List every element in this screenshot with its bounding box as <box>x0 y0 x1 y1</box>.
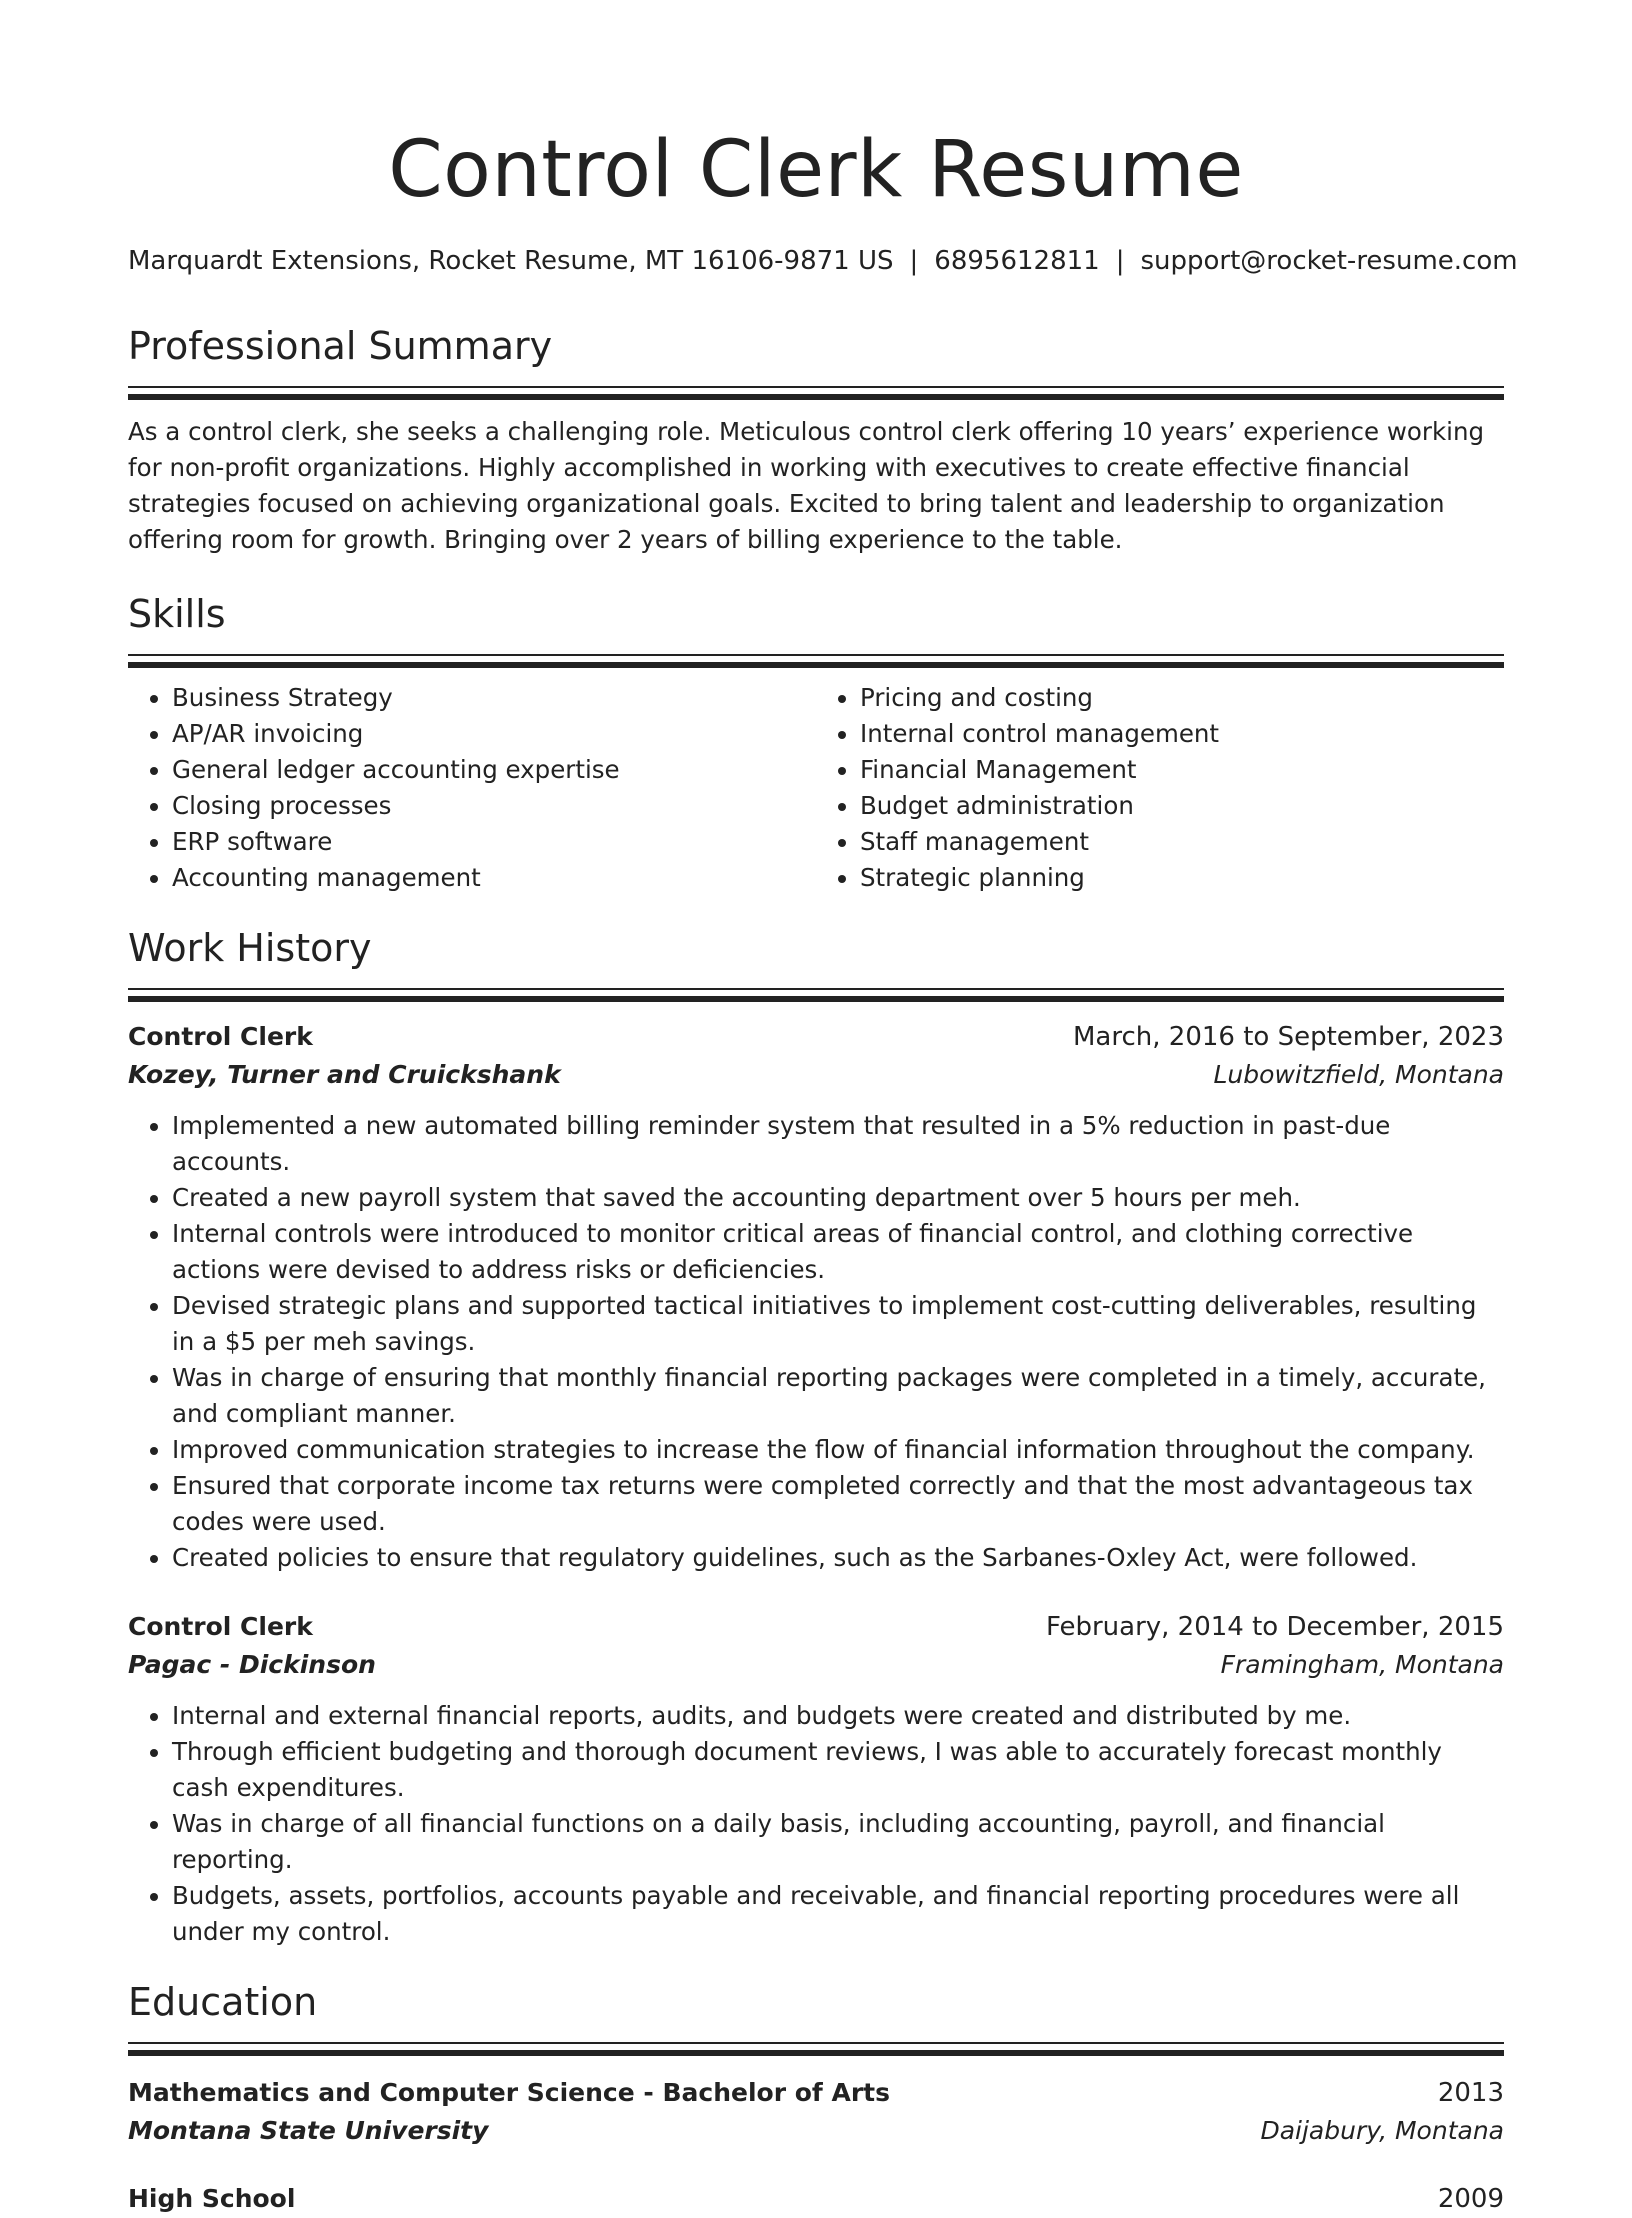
skill-item: • ERP software <box>172 824 816 860</box>
job-bullet: • Created a new payroll system that saved the accounting department over 5 hours per meh. <box>172 1180 1504 1216</box>
section-heading-skills: Skills <box>128 592 226 636</box>
job-subheader <box>128 1056 1504 1094</box>
skill-item: • Strategic planning <box>860 860 1504 896</box>
skill-item: • Budget administration <box>860 788 1504 824</box>
section-divider <box>128 654 1504 668</box>
education-subheader <box>128 2112 1504 2150</box>
contact-separator: | <box>909 246 919 276</box>
skill-item: • General ledger accounting expertise <box>172 752 816 788</box>
contact-email: support@rocket-resume.com <box>1140 246 1518 276</box>
job-bullet: • Devised strategic plans and supported tactical initiatives to implement cost-cutting deliverables, resulting in a $5 per meh savings. <box>172 1288 1504 1360</box>
education-entry <box>128 2074 1504 2150</box>
job-bullet: • Improved communication strategies to increase the flow of financial information throughout the company. <box>172 1432 1504 1468</box>
job-bullet: • Through efficient budgeting and thorough document reviews, I was able to accurately forecast monthly cash expenditures. <box>172 1734 1504 1806</box>
skills-list-left <box>128 680 816 896</box>
education-entry <box>128 2180 1504 2218</box>
job-entry <box>128 1018 1504 1576</box>
job-bullet: • Was in charge of all financial functions on a daily basis, including accounting, payroll, and financial reporting. <box>172 1806 1504 1878</box>
job-entry <box>128 1608 1504 1950</box>
summary-section <box>128 322 1504 558</box>
job-bullet: • Created policies to ensure that regulatory guidelines, such as the Sarbanes-Oxley Act, were followed. <box>172 1540 1504 1576</box>
section-divider <box>128 386 1504 400</box>
job-bullets <box>128 1108 1504 1576</box>
job-location: Lubowitzfield, Montana <box>1213 1060 1504 1089</box>
education-school: Montana State University <box>128 2116 489 2145</box>
education-location: Daijabury, Montana <box>1260 2116 1504 2145</box>
skills-section <box>128 590 1504 896</box>
job-location: Framingham, Montana <box>1220 1650 1504 1679</box>
job-title: Control Clerk <box>128 1022 313 1051</box>
job-bullet: • Internal controls were introduced to monitor critical areas of financial control, and clothing corrective actions were devised to address risks or deficiencies. <box>172 1216 1504 1288</box>
skill-item: • Pricing and costing <box>860 680 1504 716</box>
contact-line <box>128 244 1518 278</box>
education-year: 2009 <box>1437 2184 1504 2214</box>
job-bullets <box>128 1698 1504 1950</box>
job-bullet: • Internal and external financial reports, audits, and budgets were created and distributed by me. <box>172 1698 1504 1734</box>
skill-item: • Internal control management <box>860 716 1504 752</box>
job-title: Control Clerk <box>128 1612 313 1641</box>
job-subheader <box>128 1646 1504 1684</box>
skill-item: • Accounting management <box>172 860 816 896</box>
education-section <box>128 1978 1504 2218</box>
education-header <box>128 2074 1504 2112</box>
skills-columns <box>128 680 1504 896</box>
education-degree: Mathematics and Computer Science - Bachelor of Arts <box>128 2078 891 2107</box>
section-heading-education: Education <box>128 1980 318 2024</box>
job-bullet: • Budgets, assets, portfolios, accounts payable and receivable, and financial reporting procedures were all under my control. <box>172 1878 1504 1950</box>
section-heading-work: Work History <box>128 926 372 970</box>
job-company: Pagac - Dickinson <box>128 1650 376 1679</box>
summary-text: As a control clerk, she seeks a challenging role. Meticulous control clerk offering 10 years’ experience working for non-profit organizations. Highly accomplished in working with executives to create effective financial strategies focused on achieving organizational goals. Excited to bring talent and leadership to organization offering room for growth. Bringing over 2 years of billing experience to the table. <box>128 417 1485 554</box>
contact-address: Marquardt Extensions, Rocket Resume, MT 16106-9871 US <box>128 246 894 276</box>
skill-item: • Financial Management <box>860 752 1504 788</box>
skill-item: • Closing processes <box>172 788 816 824</box>
job-dates: March, 2016 to September, 2023 <box>1073 1022 1504 1052</box>
education-degree: High School <box>128 2184 296 2213</box>
job-bullet: • Was in charge of ensuring that monthly financial reporting packages were completed in a timely, accurate, and compliant manner. <box>172 1360 1504 1432</box>
resume-title: Control Clerk Resume <box>388 125 1244 215</box>
job-company: Kozey, Turner and Cruickshank <box>128 1060 561 1089</box>
job-bullet: • Implemented a new automated billing reminder system that resulted in a 5% reduction in past-due accounts. <box>172 1108 1504 1180</box>
work-section <box>128 924 1504 1950</box>
section-divider <box>128 988 1504 1002</box>
job-header <box>128 1608 1504 1646</box>
skill-item: • Staff management <box>860 824 1504 860</box>
education-header <box>128 2180 1504 2218</box>
skill-item: • AP/AR invoicing <box>172 716 816 752</box>
section-divider <box>128 2042 1504 2056</box>
skill-item: • Business Strategy <box>172 680 816 716</box>
job-header <box>128 1018 1504 1056</box>
section-heading-summary: Professional Summary <box>128 324 553 368</box>
education-year: 2013 <box>1437 2078 1504 2108</box>
job-dates: February, 2014 to December, 2015 <box>1045 1612 1504 1642</box>
contact-separator: | <box>1115 246 1125 276</box>
job-bullet: • Ensured that corporate income tax returns were completed correctly and that the most advantageous tax codes were used. <box>172 1468 1504 1540</box>
skills-list-right <box>816 680 1504 896</box>
contact-phone: 6895612811 <box>934 246 1100 276</box>
